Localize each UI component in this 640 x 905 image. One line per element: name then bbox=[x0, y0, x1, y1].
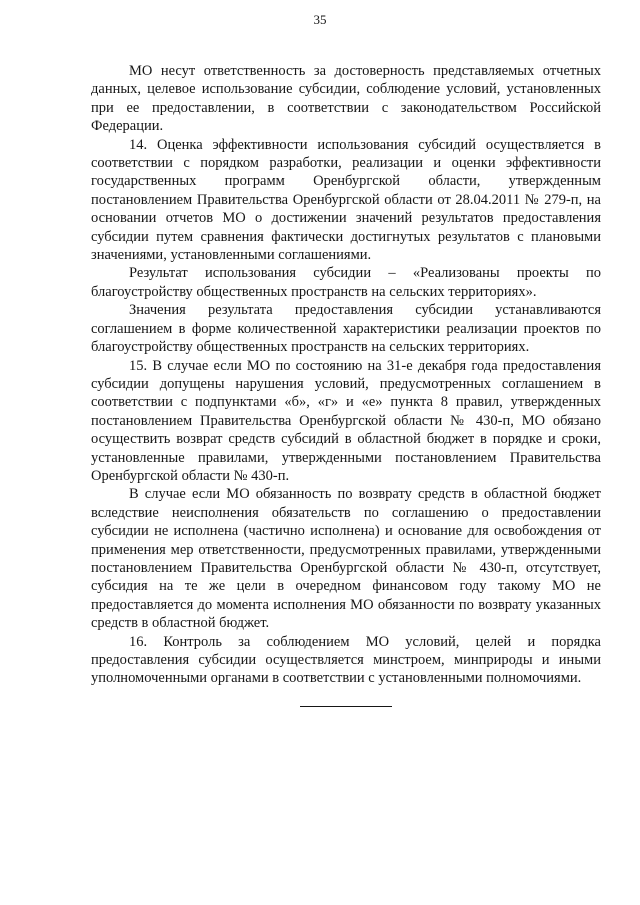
page-number: 35 bbox=[313, 12, 327, 27]
paragraph-result-values: Значения результата предоставления субсидии устанавливаются соглашением в форме количественной характеристики реализации проектов по благоустройству общественных пространств на сельских территориях. bbox=[91, 302, 601, 356]
paragraph-subsidy-result: Результат использования субсидии – «Реализованы проекты по благоустройству общественных пространств на сельских территориях». bbox=[91, 265, 601, 300]
paragraph-16-control: 16. Контроль за соблюдением МО условий, целей и порядка предоставления субсидии осуществляется минстроем, минприроды и иными уполномоченными органами в соответствии с установленными полномочиями. bbox=[91, 633, 601, 687]
paragraph-responsibility: МО несут ответственность за достоверность представляемых отчетных данных, целевое использование субсидии, соблюдение условий, установленных при ее предоставлении, в соответствии с законодательством Российской Федерации. bbox=[91, 63, 601, 135]
closing-rule bbox=[300, 706, 392, 707]
paragraph-14-efficiency-assessment: 14. Оценка эффективности использования субсидий осуществляется в соответствии с порядком разработки, реализации и оценки эффективности государственных программ Оренбургской области, утвержденным постановлением Правительства Оренбургской области от 28.04.2011 № 279-п, на основании отчетов МО о достижении значений результатов предоставления субсидии путем сравнения фактически достигнутых результатов с плановыми значениями, установленными соглашениями. bbox=[91, 136, 601, 264]
paragraph-refund-obligation: В случае если МО обязанность по возврату средств в областной бюджет вследствие неисполнения обязательств по соглашению о предоставлении субсидии не исполнена (частично исполнена) и основание для освобождения от применения мер ответственности, предусмотренных правилами, утвержденными постановлением Правительства Оренбургской области № 430-п, отсутствует, субсидия на те же цели в очередном финансовом году такому МО не предоставляется до момента исполнения МО обязанности по возврату указанных средств в областной бюджет. bbox=[91, 486, 601, 632]
paragraph-15-violations-refund: 15. В случае если МО по состоянию на 31-е декабря года предоставления субсидии допущены нарушения условий, предусмотренных соглашением в соответствии с подпунктами «б», «г» и «е» пункта 8 правил, утвержденных постановлением Правительства Оренбургской области № 430-п, МО обязано осуществить возврат средств субсидий в областной бюджет в порядке и сроки, установленные правилами, утвержденными постановлением Правительства Оренбургской области № 430-п. bbox=[91, 357, 601, 484]
document-body bbox=[91, 62, 601, 688]
